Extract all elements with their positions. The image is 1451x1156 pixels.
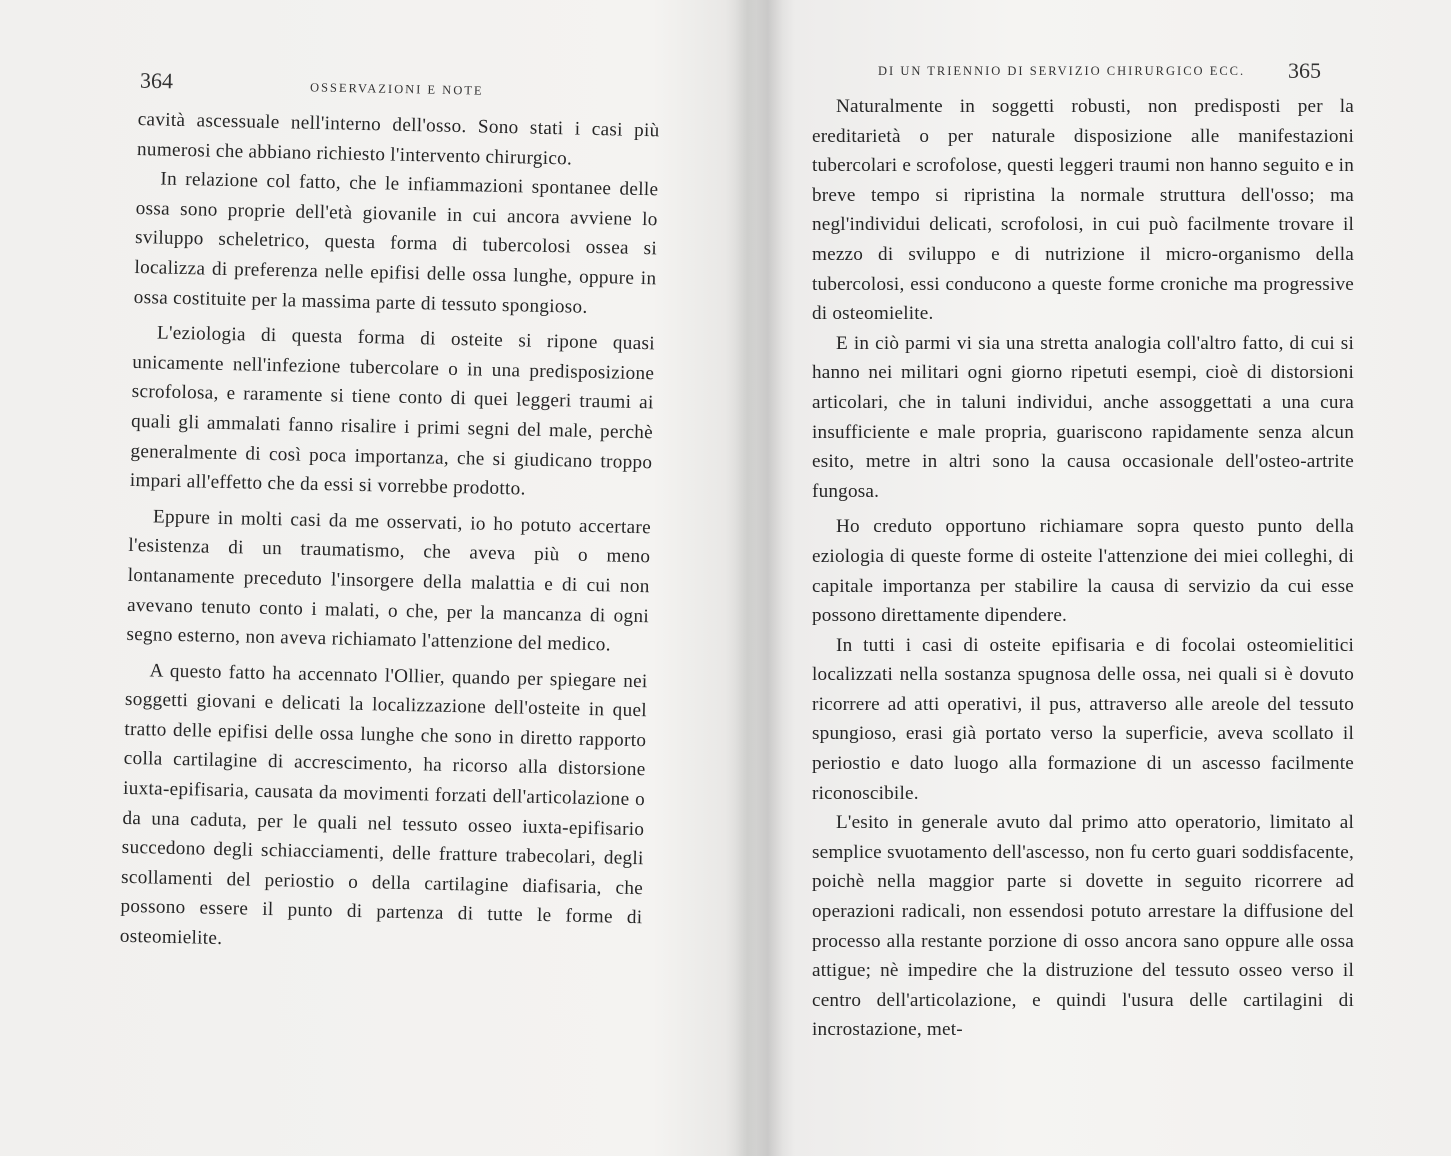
paragraph: L'eziologia di questa forma di osteite si ripone quasi unicamente nell'infezione tubercolare o in una predisposizione scrofolosa, e raramente si tiene conto di quei leggeri traumi ai quali gli ammalati fanno risalire i primi segni del male, perchè generalmente di così poca importanza, che si giudicano troppo impari all'effetto che da essi si vorrebbe prodotto.	[129, 322, 656, 500]
paragraph: A questo fatto ha accennato l'Ollier, quando per spiegare nei soggetti giovani e delicati la localizzazione dell'osteite in quel tratto delle epifisi delle ossa lunghe che sono in diretto rapporto colla cartilagine di accrescimento, ha ricorso alla distorsione iuxta-epifisaria, causata da movimenti forzati dell'articolazione o da una caduta, per le quali nel tessuto osseo iuxta-epifisario succedono degli schiacciamenti, delle fratture trabecolari, degli scollamenti del periostio o della cartilagine diafisaria, che possono essere il punto di partenza di tutte le forme di osteomielite.	[119, 660, 648, 950]
right-page	[760, 0, 1451, 1156]
paragraph: E in ciò parmi vi sia una stretta analogia coll'altro fatto, di cui si hanno nei militari ogni giorno ripetuti esempi, cioè di distorsioni articolari, che in taluni individui, anche assoggettati a una cura insufficiente e male propria, guariscono rapidamente senza alcun esito, metre in altri sono la causa occasionale dell'osteo-artrite fungosa.	[812, 332, 1354, 502]
page-number: 364	[139, 67, 174, 94]
left-body-text	[120, 105, 660, 963]
running-head: DI UN TRIENNIO DI SERVIZIO CHIRURGICO ECC.	[878, 64, 1246, 78]
paragraph: Eppure in molti casi da me osservati, io ho potuto accertare l'esistenza di un traumatismo, che aveva più o meno lontanamente preceduto l'insorgere della malattia e di cui non avevano tenuto conto i malati, o che, per la mancanza di ogni segno esterno, non aveva richiamato l'attenzione del medico.	[126, 506, 652, 656]
paragraph: cavità ascessuale nell'interno dell'osso. Sono stati i casi più numerosi che abbiano richiesto l'intervento chirurgico.	[136, 108, 660, 170]
right-body-text	[812, 92, 1354, 1045]
paragraph: L'esito in generale avuto dal primo atto operatorio, limitato al semplice svuotamento dell'ascesso, non fu certo guari soddisfacente, poichè nella maggior parte si dovette in seguito ricorrere ad operazioni radicali, non essendosi potuto arrestare la diffusione del processo alla restante porzione di osso ancora sano oppure alle ossa attigue; nè impedire che la distruzione del tessuto osseo verso il centro dell'articolazione, e quindi l'usura delle cartilagini di incrostazione, met-	[812, 812, 1354, 1041]
running-head: OSSERVAZIONI E NOTE	[309, 80, 484, 98]
paragraph: Ho creduto opportuno richiamare sopra questo punto della eziologia di queste forme di osteite l'attenzione dei miei colleghi, di capitale importanza per stabilire la causa di servizio da cui esse possono direttamente dipendere.	[812, 516, 1354, 627]
paragraph: In tutti i casi di osteite epifisaria e di focolai osteomielitici localizzati nella sostanza spugnosa delle ossa, nei quali si è dovuto ricorrere ad atti operativi, il pus, attraverso alle areole del tessuto spungioso, erasi già portato verso la superficie, aveva scollato il periostio e dato luogo alla formazione di un ascesso facilmente riconoscibile.	[812, 634, 1354, 804]
page-number: 365	[1288, 58, 1321, 83]
paragraph: Naturalmente in soggetti robusti, non predisposti per la ereditarietà o per naturale disposizione alle manifestazioni tubercolari e scrofolose, questi leggeri traumi non hanno seguito e in breve tempo si ripristina la normale struttura dell'osso; ma negl'individui delicati, scrofolosi, in cui può facilmente trovare il mezzo di sviluppo e di nutrizione il micro-organismo della tubercolosi, essi conducono a queste forme croniche ma progressive di osteomielite.	[812, 96, 1354, 325]
paragraph: In relazione col fatto, che le infiammazioni spontanee delle ossa sono proprie dell'età giovanile in cui ancora avviene lo sviluppo scheletrico, questa forma di tubercolosi ossea si localizza di preferenza nelle epifisi delle ossa lunghe, oppure in ossa costituite per la massima parte di tessuto spongioso.	[133, 168, 659, 318]
